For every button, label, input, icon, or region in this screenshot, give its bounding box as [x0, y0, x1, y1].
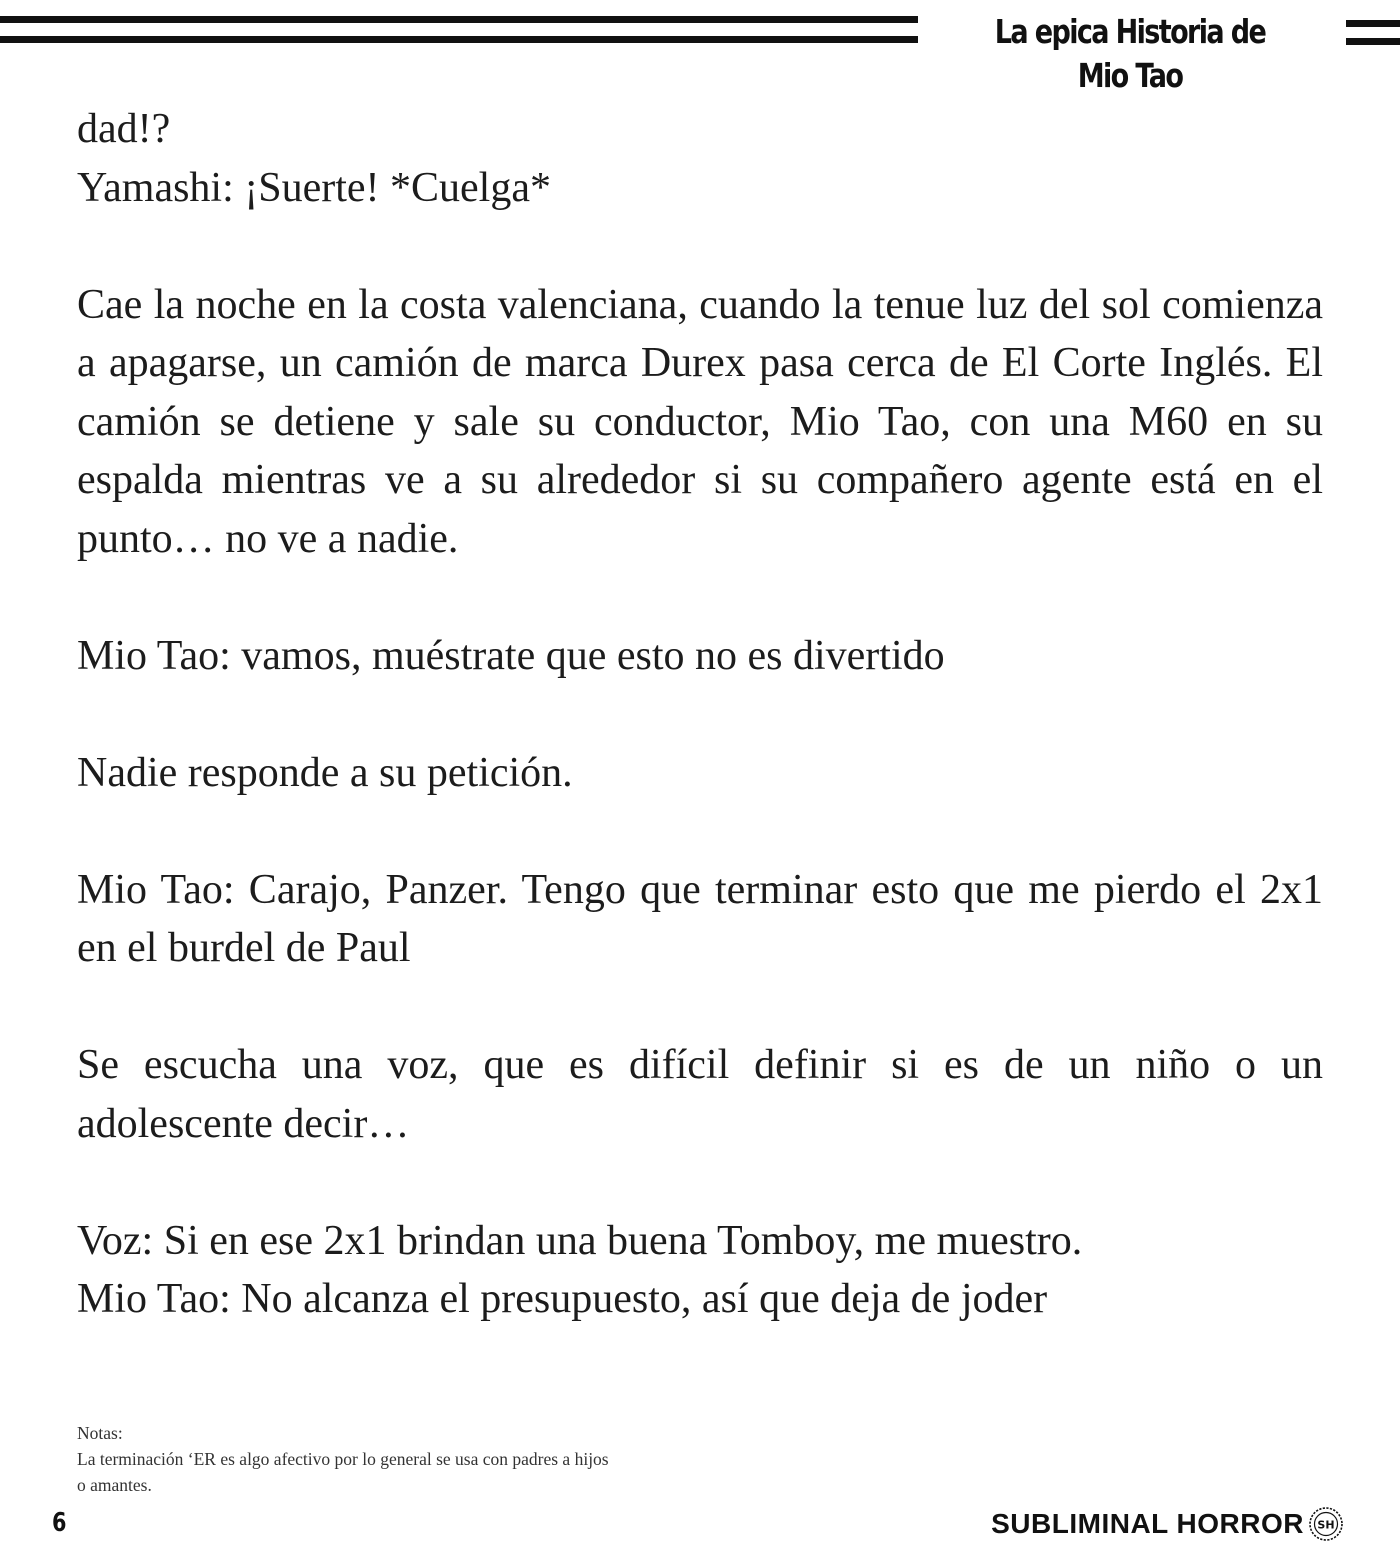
notes-line: o amantes.	[77, 1475, 152, 1495]
brand	[991, 1502, 1344, 1546]
text-line: Yamashi: ¡Suerte! *Cuelga*	[77, 164, 551, 211]
logo-letters: SH	[1317, 1518, 1335, 1532]
text-line: Voz: Si en ese 2x1 brindan una buena Tomboy, me muestro.	[77, 1217, 1083, 1264]
paragraph-narration-night: Cae la noche en la costa valenciana, cuando la tenue luz del sol comienza a apagarse, un camión de marca Durex pasa cerca de El Corte Inglés. El camión se detiene y sale su conductor, Mio Tao, con una M60 en su espalda mientras ve a su alrededor si su compañero agente está en el punto… no ve a nadie.	[77, 281, 1323, 562]
running-title: La epica Historia de Mio Tao	[994, 12, 1266, 95]
paragraph-dialogue-voz	[77, 1212, 1323, 1329]
header-rule-right-top	[1346, 20, 1400, 27]
paragraph-dialogue-mio-tao: Mio Tao: vamos, muéstrate que esto no es divertido	[77, 632, 945, 679]
paragraph-narration-voice: Se escucha una voz, que es difícil definir si es de un niño o un adolescente decir…	[77, 1042, 1323, 1147]
notes-line: La terminación ‘ER es algo afectivo por lo general se usa con padres a hijos	[77, 1449, 609, 1469]
notes-heading: Notas:	[77, 1423, 123, 1443]
brand-name: SUBLIMINAL HORROR	[991, 1508, 1304, 1539]
body-text	[77, 100, 1323, 1329]
text-line: Mio Tao: No alcanza el presupuesto, así que deja de joder	[77, 1276, 1048, 1322]
header-rule-bottom	[0, 36, 918, 43]
text-line: dad!?	[77, 106, 171, 152]
paragraph-dialogue-mio-tao-panzer: Mio Tao: Carajo, Panzer. Tengo que terminar esto que me pierdo el 2x1 en el burdel de Paul	[77, 866, 1323, 971]
subliminal-horror-logo-icon	[1308, 1506, 1344, 1542]
header-rule-right-bottom	[1346, 38, 1400, 45]
header-rule-top	[0, 16, 918, 23]
paragraph-narration-nobody: Nadie responde a su petición.	[77, 749, 573, 796]
footnotes	[77, 1420, 777, 1498]
paragraph-dialogue-yamashi	[77, 100, 1323, 217]
page-number: 6	[52, 1508, 67, 1538]
